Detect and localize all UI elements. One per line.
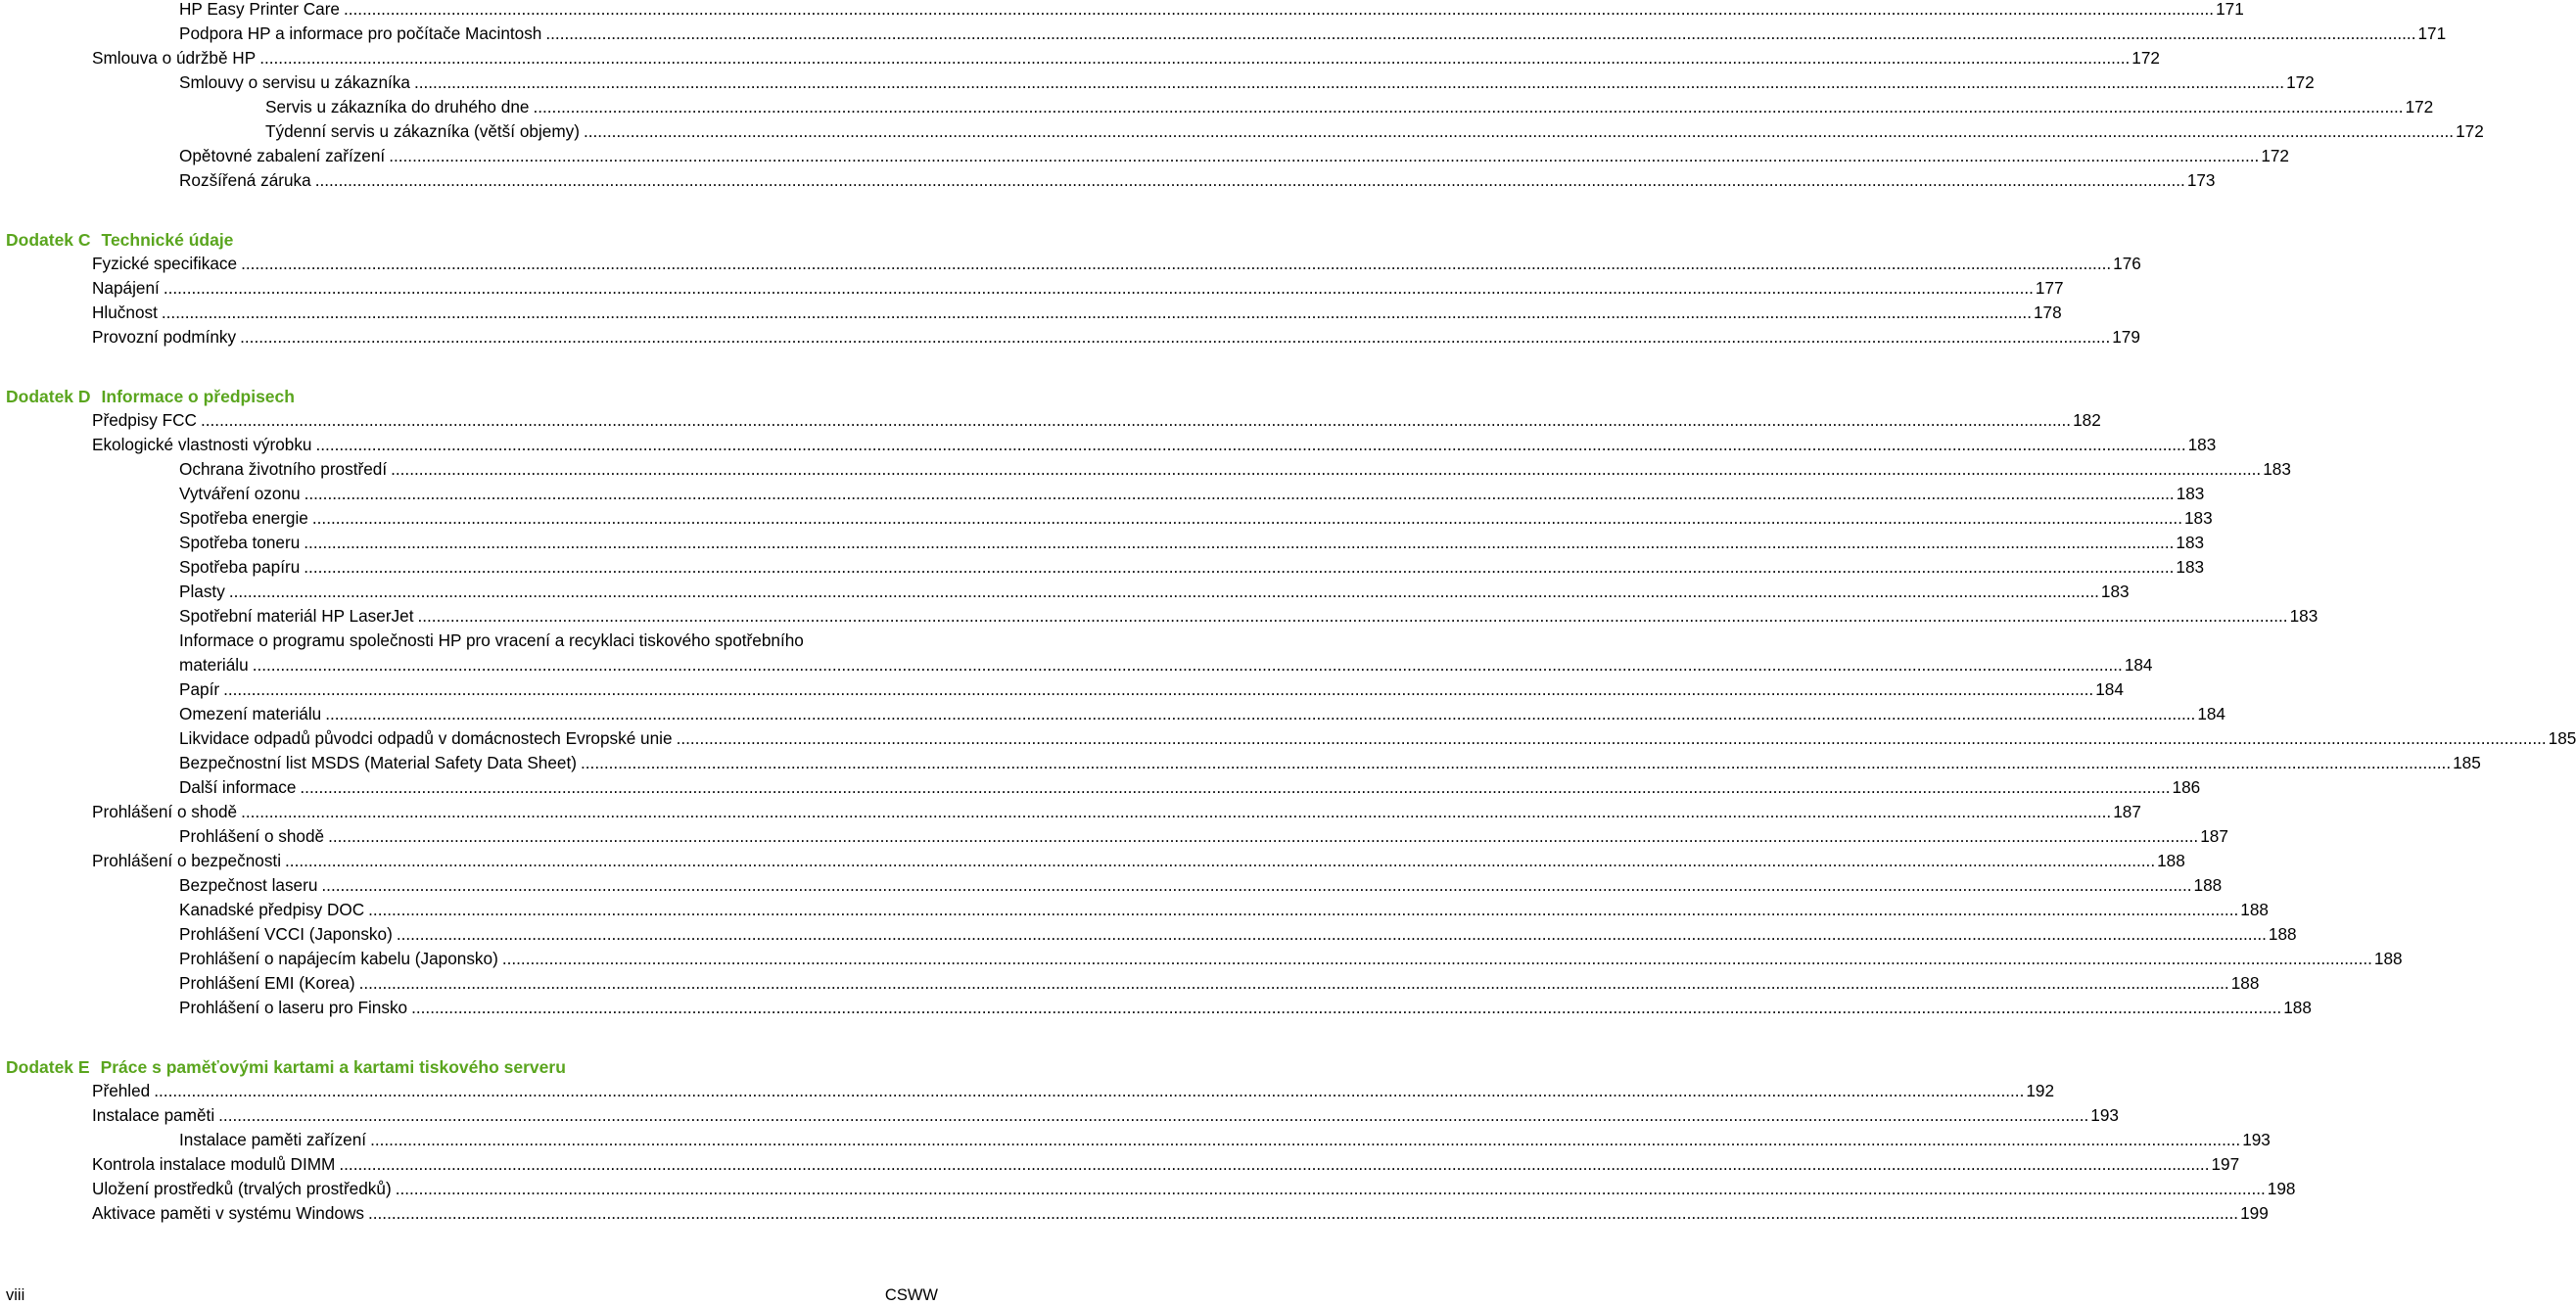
toc-entry-title: Ekologické vlastnosti výrobku bbox=[92, 434, 312, 454]
toc-entry-title: Spotřební materiál HP LaserJet bbox=[179, 605, 414, 626]
toc-entry-title: Spotřeba toneru bbox=[179, 532, 301, 552]
dot-leader: ................................................................................................................................................................................................................................................................................................................................................................................................................ bbox=[241, 253, 2112, 273]
dot-leader: ................................................................................................................................................................................................................................................................................................................................................................................................................ bbox=[411, 997, 2282, 1017]
dot-leader: ................................................................................................................................................................................................................................................................................................................................................................................................................ bbox=[252, 654, 2123, 675]
dot-leader: ................................................................................................................................................................................................................................................................................................................................................................................................................ bbox=[391, 458, 2262, 479]
appendix-label: Dodatek D bbox=[6, 386, 91, 406]
toc-entry-title: Kontrola instalace modulů DIMM bbox=[92, 1153, 336, 1174]
toc-entry[interactable] bbox=[92, 252, 2141, 276]
toc-entry-page: 172 bbox=[2131, 47, 2160, 68]
toc-entry-title: Napájení bbox=[92, 277, 160, 298]
dot-leader: ................................................................................................................................................................................................................................................................................................................................................................................................................ bbox=[343, 0, 2215, 19]
dot-leader: ................................................................................................................................................................................................................................................................................................................................................................................................................ bbox=[304, 532, 2175, 552]
toc-entry[interactable] bbox=[265, 95, 2434, 119]
page-number-footer: viii bbox=[6, 1286, 25, 1304]
document-code-footer: CSWW bbox=[884, 1286, 938, 1304]
toc-entry-title: Instalace paměti bbox=[92, 1104, 215, 1125]
toc-entry-page: 183 bbox=[2176, 556, 2205, 577]
dot-leader: ................................................................................................................................................................................................................................................................................................................................................................................................................ bbox=[389, 145, 2260, 165]
toc-entry-title: Plasty bbox=[179, 581, 225, 601]
toc-entry[interactable] bbox=[179, 0, 2244, 22]
toc-entry[interactable] bbox=[179, 1128, 2271, 1152]
toc-entry[interactable] bbox=[179, 580, 2130, 604]
toc-entry[interactable] bbox=[179, 506, 2213, 531]
dot-leader: ................................................................................................................................................................................................................................................................................................................................................................................................................ bbox=[417, 605, 2288, 626]
toc-entry-title: Prohlášení o napájecím kabelu (Japonsko) bbox=[179, 948, 498, 968]
dot-leader: ................................................................................................................................................................................................................................................................................................................................................................................................................ bbox=[395, 1178, 2266, 1198]
dot-leader: ................................................................................................................................................................................................................................................................................................................................................................................................................ bbox=[396, 923, 2267, 944]
toc-entry-title: Bezpečnostní list MSDS (Material Safety Data Sheet) bbox=[179, 752, 577, 772]
toc-entry-title: Prohlášení o shodě bbox=[179, 825, 325, 846]
toc-entry-title: HP Easy Printer Care bbox=[179, 0, 340, 19]
dot-leader: ................................................................................................................................................................................................................................................................................................................................................................................................................ bbox=[161, 302, 2032, 322]
toc-entry-page: 171 bbox=[2216, 0, 2244, 19]
dot-leader: ................................................................................................................................................................................................................................................................................................................................................................................................................ bbox=[240, 326, 2111, 347]
toc-entry[interactable] bbox=[92, 408, 2101, 433]
toc-entry-page: 172 bbox=[2456, 120, 2484, 141]
toc-entry-page: 193 bbox=[2090, 1104, 2119, 1125]
toc-entry[interactable] bbox=[179, 751, 2481, 775]
toc-entry[interactable] bbox=[179, 22, 2447, 46]
toc-entry-page: 183 bbox=[2100, 581, 2130, 601]
appendix-label: Dodatek C bbox=[6, 229, 91, 250]
dot-leader: ................................................................................................................................................................................................................................................................................................................................................................................................................ bbox=[581, 752, 2452, 772]
toc-entry[interactable] bbox=[179, 482, 2205, 506]
toc-entry-page: 183 bbox=[2176, 532, 2205, 552]
appendix-heading[interactable] bbox=[6, 384, 295, 409]
dot-leader: ................................................................................................................................................................................................................................................................................................................................................................................................................ bbox=[314, 169, 2185, 190]
toc-entry-title: Fyzické specifikace bbox=[92, 253, 238, 273]
toc-entry-title: Další informace bbox=[179, 776, 297, 797]
toc-entry-page: 183 bbox=[2289, 605, 2318, 626]
toc-entry-title: Spotřeba energie bbox=[179, 507, 308, 528]
toc-entry-page: 198 bbox=[2267, 1178, 2296, 1198]
toc-entry-title: Prohlášení VCCI (Japonsko) bbox=[179, 923, 393, 944]
toc-entry-title: Podpora HP a informace pro počítače Macintosh bbox=[179, 23, 542, 43]
toc-entry-page: 184 bbox=[2197, 703, 2225, 723]
toc-entry[interactable] bbox=[179, 70, 2315, 95]
appendix-label: Dodatek E bbox=[6, 1056, 90, 1077]
toc-entry-title: Smlouva o údržbě HP bbox=[92, 47, 257, 68]
toc-entry-title: Provozní podmínky bbox=[92, 326, 237, 347]
toc-entry[interactable] bbox=[179, 531, 2205, 555]
toc-entry-page: 184 bbox=[2124, 654, 2153, 675]
dot-leader: ................................................................................................................................................................................................................................................................................................................................................................................................................ bbox=[228, 581, 2099, 601]
toc-entry-page: 199 bbox=[2240, 1202, 2269, 1223]
toc-entry-title: Hlučnost bbox=[92, 302, 158, 322]
toc-entry-title: Předpisy FCC bbox=[92, 409, 197, 430]
dot-leader: ................................................................................................................................................................................................................................................................................................................................................................................................................ bbox=[368, 899, 2239, 919]
dot-leader: ................................................................................................................................................................................................................................................................................................................................................................................................................ bbox=[300, 776, 2171, 797]
toc-entry-title: Omezení materiálu bbox=[179, 703, 322, 723]
toc-entry-title: Prohlášení o laseru pro Finsko bbox=[179, 997, 408, 1017]
toc-entry[interactable] bbox=[92, 46, 2160, 70]
toc-entry[interactable] bbox=[265, 119, 2484, 144]
appendix-heading[interactable] bbox=[6, 1054, 566, 1080]
dot-leader: ................................................................................................................................................................................................................................................................................................................................................................................................................ bbox=[545, 23, 2416, 43]
toc-entry-page: 178 bbox=[2033, 302, 2062, 322]
dot-leader: ................................................................................................................................................................................................................................................................................................................................................................................................................ bbox=[259, 47, 2131, 68]
dot-leader: ................................................................................................................................................................................................................................................................................................................................................................................................................ bbox=[304, 556, 2175, 577]
dot-leader: ................................................................................................................................................................................................................................................................................................................................................................................................................ bbox=[223, 678, 2094, 699]
toc-entry-title-continued: materiálu bbox=[179, 654, 249, 675]
toc-entry-page: 193 bbox=[2242, 1129, 2271, 1149]
toc-entry[interactable] bbox=[179, 726, 2576, 751]
appendix-title: Technické údaje bbox=[101, 229, 234, 250]
toc-entry-page: 177 bbox=[2035, 277, 2064, 298]
appendix-title: Informace o předpisech bbox=[101, 386, 295, 406]
toc-entry-title: Papír bbox=[179, 678, 220, 699]
toc-entry-title: Vytváření ozonu bbox=[179, 483, 301, 503]
toc-entry[interactable] bbox=[179, 604, 2318, 629]
toc-entry[interactable] bbox=[92, 301, 2062, 325]
toc-entry-title: Rozšířená záruka bbox=[179, 169, 311, 190]
dot-leader: ................................................................................................................................................................................................................................................................................................................................................................................................................ bbox=[304, 483, 2175, 503]
toc-entry[interactable] bbox=[179, 457, 2291, 482]
toc-entry-page: 185 bbox=[2548, 727, 2576, 748]
dot-leader: ................................................................................................................................................................................................................................................................................................................................................................................................................ bbox=[315, 434, 2186, 454]
dot-leader: ................................................................................................................................................................................................................................................................................................................................................................................................................ bbox=[321, 874, 2192, 895]
toc-entry-title: Prohlášení o bezpečnosti bbox=[92, 850, 282, 870]
toc-entry-title: Instalace paměti zařízení bbox=[179, 1129, 367, 1149]
toc-entry-page: 171 bbox=[2417, 23, 2447, 43]
dot-leader: ................................................................................................................................................................................................................................................................................................................................................................................................................ bbox=[325, 703, 2196, 723]
toc-entry[interactable] bbox=[92, 433, 2217, 457]
toc-entry[interactable] bbox=[179, 824, 2228, 849]
toc-entry-title: Servis u zákazníka do druhého dne bbox=[265, 96, 530, 117]
toc-entry[interactable] bbox=[92, 849, 2185, 873]
toc-entry-title: Aktivace paměti v systému Windows bbox=[92, 1202, 364, 1223]
toc-entry[interactable] bbox=[179, 629, 2153, 677]
toc-entry-title: Smlouvy o servisu u zákazníka bbox=[179, 71, 410, 92]
toc-entry[interactable] bbox=[92, 1201, 2269, 1226]
toc-entry[interactable] bbox=[179, 702, 2225, 726]
dot-leader: ................................................................................................................................................................................................................................................................................................................................................................................................................ bbox=[676, 727, 2547, 748]
toc-entry-page: 188 bbox=[2230, 972, 2260, 993]
toc-entry-page: 183 bbox=[2183, 507, 2213, 528]
toc-entry-title: Prohlášení EMI (Korea) bbox=[179, 972, 355, 993]
toc-entry-title: Týdenní servis u zákazníka (větší objemy) bbox=[265, 120, 580, 141]
toc-entry-page: 187 bbox=[2200, 825, 2228, 846]
dot-leader: ................................................................................................................................................................................................................................................................................................................................................................................................................ bbox=[163, 277, 2034, 298]
toc-entry-title: Kanadské předpisy DOC bbox=[179, 899, 365, 919]
toc-entry[interactable] bbox=[179, 555, 2205, 580]
dot-leader: ................................................................................................................................................................................................................................................................................................................................................................................................................ bbox=[241, 801, 2112, 821]
appendix-heading[interactable] bbox=[6, 227, 233, 253]
toc-entry-page: 183 bbox=[2176, 483, 2205, 503]
toc-entry[interactable] bbox=[179, 922, 2297, 947]
toc-entry-title: Opětovné zabalení zařízení bbox=[179, 145, 386, 165]
dot-leader: ................................................................................................................................................................................................................................................................................................................................................................................................................ bbox=[501, 948, 2372, 968]
dot-leader: ................................................................................................................................................................................................................................................................................................................................................................................................................ bbox=[154, 1080, 2025, 1100]
toc-entry-title: Bezpečnost laseru bbox=[179, 874, 318, 895]
toc-entry-page: 188 bbox=[2193, 874, 2223, 895]
dot-leader: ................................................................................................................................................................................................................................................................................................................................................................................................................ bbox=[200, 409, 2072, 430]
toc-entry-title: Ochrana životního prostředí bbox=[179, 458, 388, 479]
toc-entry-page: 183 bbox=[2263, 458, 2291, 479]
toc-entry-title: Prohlášení o shodě bbox=[92, 801, 238, 821]
toc-entry-title: Likvidace odpadů původci odpadů v domácnostech Evropské unie bbox=[179, 727, 673, 748]
dot-leader: ................................................................................................................................................................................................................................................................................................................................................................................................................ bbox=[358, 972, 2229, 993]
dot-leader: ................................................................................................................................................................................................................................................................................................................................................................................................................ bbox=[311, 507, 2182, 528]
appendix-title: Práce s paměťovými kartami a kartami tiskového serveru bbox=[100, 1056, 566, 1077]
dot-leader: ................................................................................................................................................................................................................................................................................................................................................................................................................ bbox=[367, 1202, 2239, 1223]
toc-entry[interactable] bbox=[179, 168, 2216, 193]
toc-entry-page: 182 bbox=[2073, 409, 2101, 430]
toc-entry-title: Spotřeba papíru bbox=[179, 556, 301, 577]
toc-entry-page: 186 bbox=[2172, 776, 2201, 797]
toc-entry-page: 172 bbox=[2405, 96, 2434, 117]
toc-entry-page: 172 bbox=[2286, 71, 2315, 92]
dot-leader: ................................................................................................................................................................................................................................................................................................................................................................................................................ bbox=[583, 120, 2455, 141]
dot-leader: ................................................................................................................................................................................................................................................................................................................................................................................................................ bbox=[533, 96, 2404, 117]
dot-leader: ................................................................................................................................................................................................................................................................................................................................................................................................................ bbox=[218, 1104, 2089, 1125]
toc-entry-title: Informace o programu společnosti HP pro vracení a recyklaci tiskového spotřebního bbox=[179, 630, 804, 650]
dot-leader: ................................................................................................................................................................................................................................................................................................................................................................................................................ bbox=[339, 1153, 2210, 1174]
toc-entry[interactable] bbox=[179, 775, 2201, 800]
toc-entry[interactable] bbox=[179, 898, 2269, 922]
toc-entry-page: 179 bbox=[2112, 326, 2140, 347]
toc-entry-page: 184 bbox=[2095, 678, 2124, 699]
toc-entry[interactable] bbox=[179, 996, 2312, 1020]
toc-entry-title: Přehled bbox=[92, 1080, 151, 1100]
dot-leader: ................................................................................................................................................................................................................................................................................................................................................................................................................ bbox=[413, 71, 2285, 92]
toc-entry-page: 185 bbox=[2453, 752, 2481, 772]
toc-entry-continuation bbox=[179, 653, 2153, 677]
toc-entry-page: 188 bbox=[2157, 850, 2185, 870]
toc-entry[interactable] bbox=[92, 276, 2064, 301]
toc-entry[interactable] bbox=[92, 1079, 2055, 1103]
dot-leader: ................................................................................................................................................................................................................................................................................................................................................................................................................ bbox=[370, 1129, 2241, 1149]
toc-entry[interactable] bbox=[179, 677, 2124, 702]
toc-entry-page: 187 bbox=[2113, 801, 2141, 821]
toc-entry-page: 173 bbox=[2186, 169, 2216, 190]
toc-entry[interactable] bbox=[179, 873, 2223, 898]
toc-entry-page: 188 bbox=[2240, 899, 2269, 919]
toc-entry[interactable] bbox=[92, 325, 2140, 350]
toc-entry-page: 188 bbox=[2283, 997, 2312, 1017]
toc-entry-page: 183 bbox=[2187, 434, 2217, 454]
toc-entry-title: Uložení prostředků (trvalých prostředků) bbox=[92, 1178, 392, 1198]
toc-entry[interactable] bbox=[92, 800, 2141, 824]
toc-entry-page: 176 bbox=[2113, 253, 2141, 273]
dot-leader: ................................................................................................................................................................................................................................................................................................................................................................................................................ bbox=[328, 825, 2199, 846]
toc-entry-page: 172 bbox=[2261, 145, 2289, 165]
toc-entry-page: 188 bbox=[2268, 923, 2297, 944]
toc-entry-page: 197 bbox=[2211, 1153, 2240, 1174]
toc-entry-page: 192 bbox=[2026, 1080, 2055, 1100]
toc-entry[interactable] bbox=[179, 144, 2289, 168]
dot-leader: ................................................................................................................................................................................................................................................................................................................................................................................................................ bbox=[285, 850, 2156, 870]
toc-entry[interactable] bbox=[92, 1152, 2240, 1177]
toc-entry[interactable] bbox=[179, 947, 2403, 971]
toc-entry-page: 188 bbox=[2373, 948, 2403, 968]
toc-entry[interactable] bbox=[92, 1103, 2119, 1128]
toc-entry[interactable] bbox=[179, 971, 2260, 996]
toc-entry[interactable] bbox=[92, 1177, 2296, 1201]
